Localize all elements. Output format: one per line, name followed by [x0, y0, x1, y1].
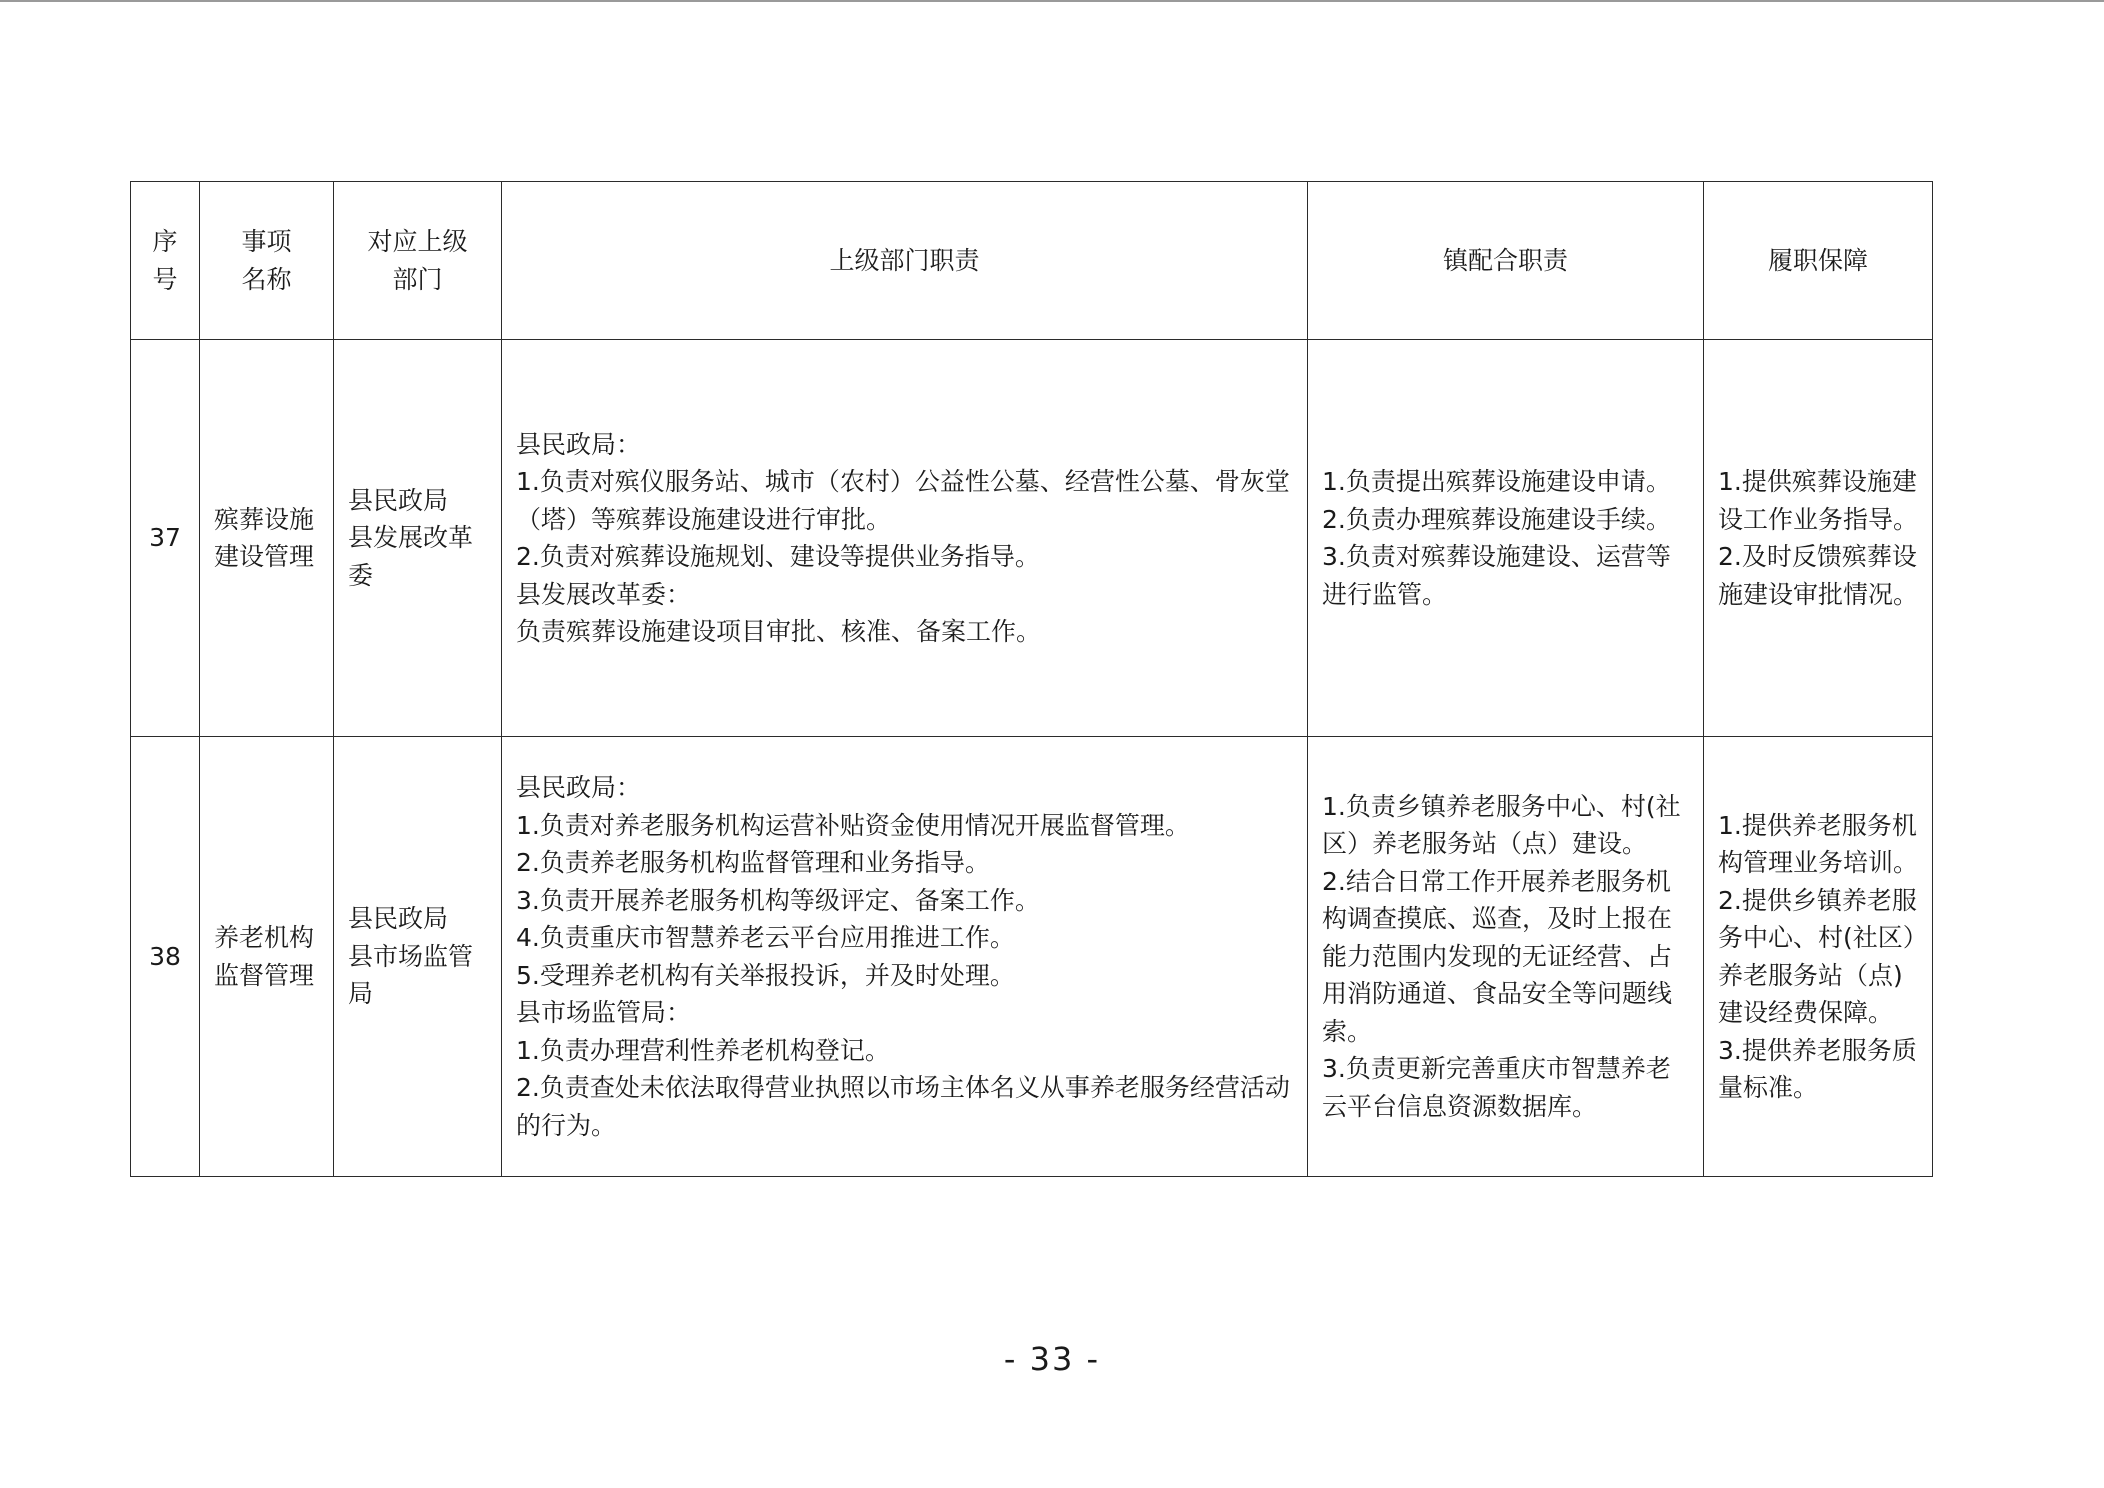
table-row: [131, 340, 1933, 737]
header-upper-duty: 上级部门职责: [502, 182, 1308, 340]
row-upper-duty: 县民政局： 1.负责对殡仪服务站、城市（农村）公益性公墓、经营性公墓、骨灰堂（塔）等殡葬设施建设进行审批。 2.负责对殡葬设施规划、建设等提供业务指导。 县发展改革委： 负责殡葬设施建设项目审批、核准、备案工作。: [502, 340, 1308, 737]
header-town-duty: 镇配合职责: [1308, 182, 1704, 340]
row-upper-duty: 县民政局： 1.负责对养老服务机构运营补贴资金使用情况开展监督管理。 2.负责养老服务机构监督管理和业务指导。 3.负责开展养老服务机构等级评定、备案工作。 4.负责重庆市智慧养老云平台应用推进工作。 5.受理养老机构有关举报投诉，并及时处理。 县市场监管局： 1.负责办理营利性养老机构登记。 2.负责查处未依法取得营业执照以市场主体名义从事养老服务经营活动的行为。: [502, 737, 1308, 1177]
page-number: - 33 -: [1003, 1340, 1101, 1378]
row-item-name: 殡葬设施 建设管理: [200, 340, 334, 737]
row-upper-dept: 县民政局 县发展改革 委: [334, 340, 502, 737]
header-upper-dept: 对应上级 部门: [334, 182, 502, 340]
page-top-rule: [0, 0, 2104, 2]
row-guarantee: 1.提供养老服务机构管理业务培训。 2.提供乡镇养老服务中心、村(社区）养老服务站（点)建设经费保障。 3.提供养老服务质量标准。: [1704, 737, 1933, 1177]
header-item-name: 事项 名称: [200, 182, 334, 340]
table-header-row: [131, 182, 1933, 340]
header-seq: 序 号: [131, 182, 200, 340]
row-town-duty: 1.负责提出殡葬设施建设申请。 2.负责办理殡葬设施建设手续。 3.负责对殡葬设施建设、运营等进行监管。: [1308, 340, 1704, 737]
header-guarantee: 履职保障: [1704, 182, 1933, 340]
row-town-duty: 1.负责乡镇养老服务中心、村(社区）养老服务站（点）建设。 2.结合日常工作开展养老服务机构调查摸底、巡查，及时上报在能力范围内发现的无证经营、占用消防通道、食品安全等问题线索。 3.负责更新完善重庆市智慧养老云平台信息资源数据库。: [1308, 737, 1704, 1177]
row-seq: 37: [131, 340, 200, 737]
row-item-name: 养老机构 监督管理: [200, 737, 334, 1177]
row-guarantee: 1.提供殡葬设施建设工作业务指导。 2.及时反馈殡葬设施建设审批情况。: [1704, 340, 1933, 737]
duty-table: [130, 181, 1933, 1177]
row-seq: 38: [131, 737, 200, 1177]
row-upper-dept: 县民政局 县市场监管 局: [334, 737, 502, 1177]
table-row: [131, 737, 1933, 1177]
